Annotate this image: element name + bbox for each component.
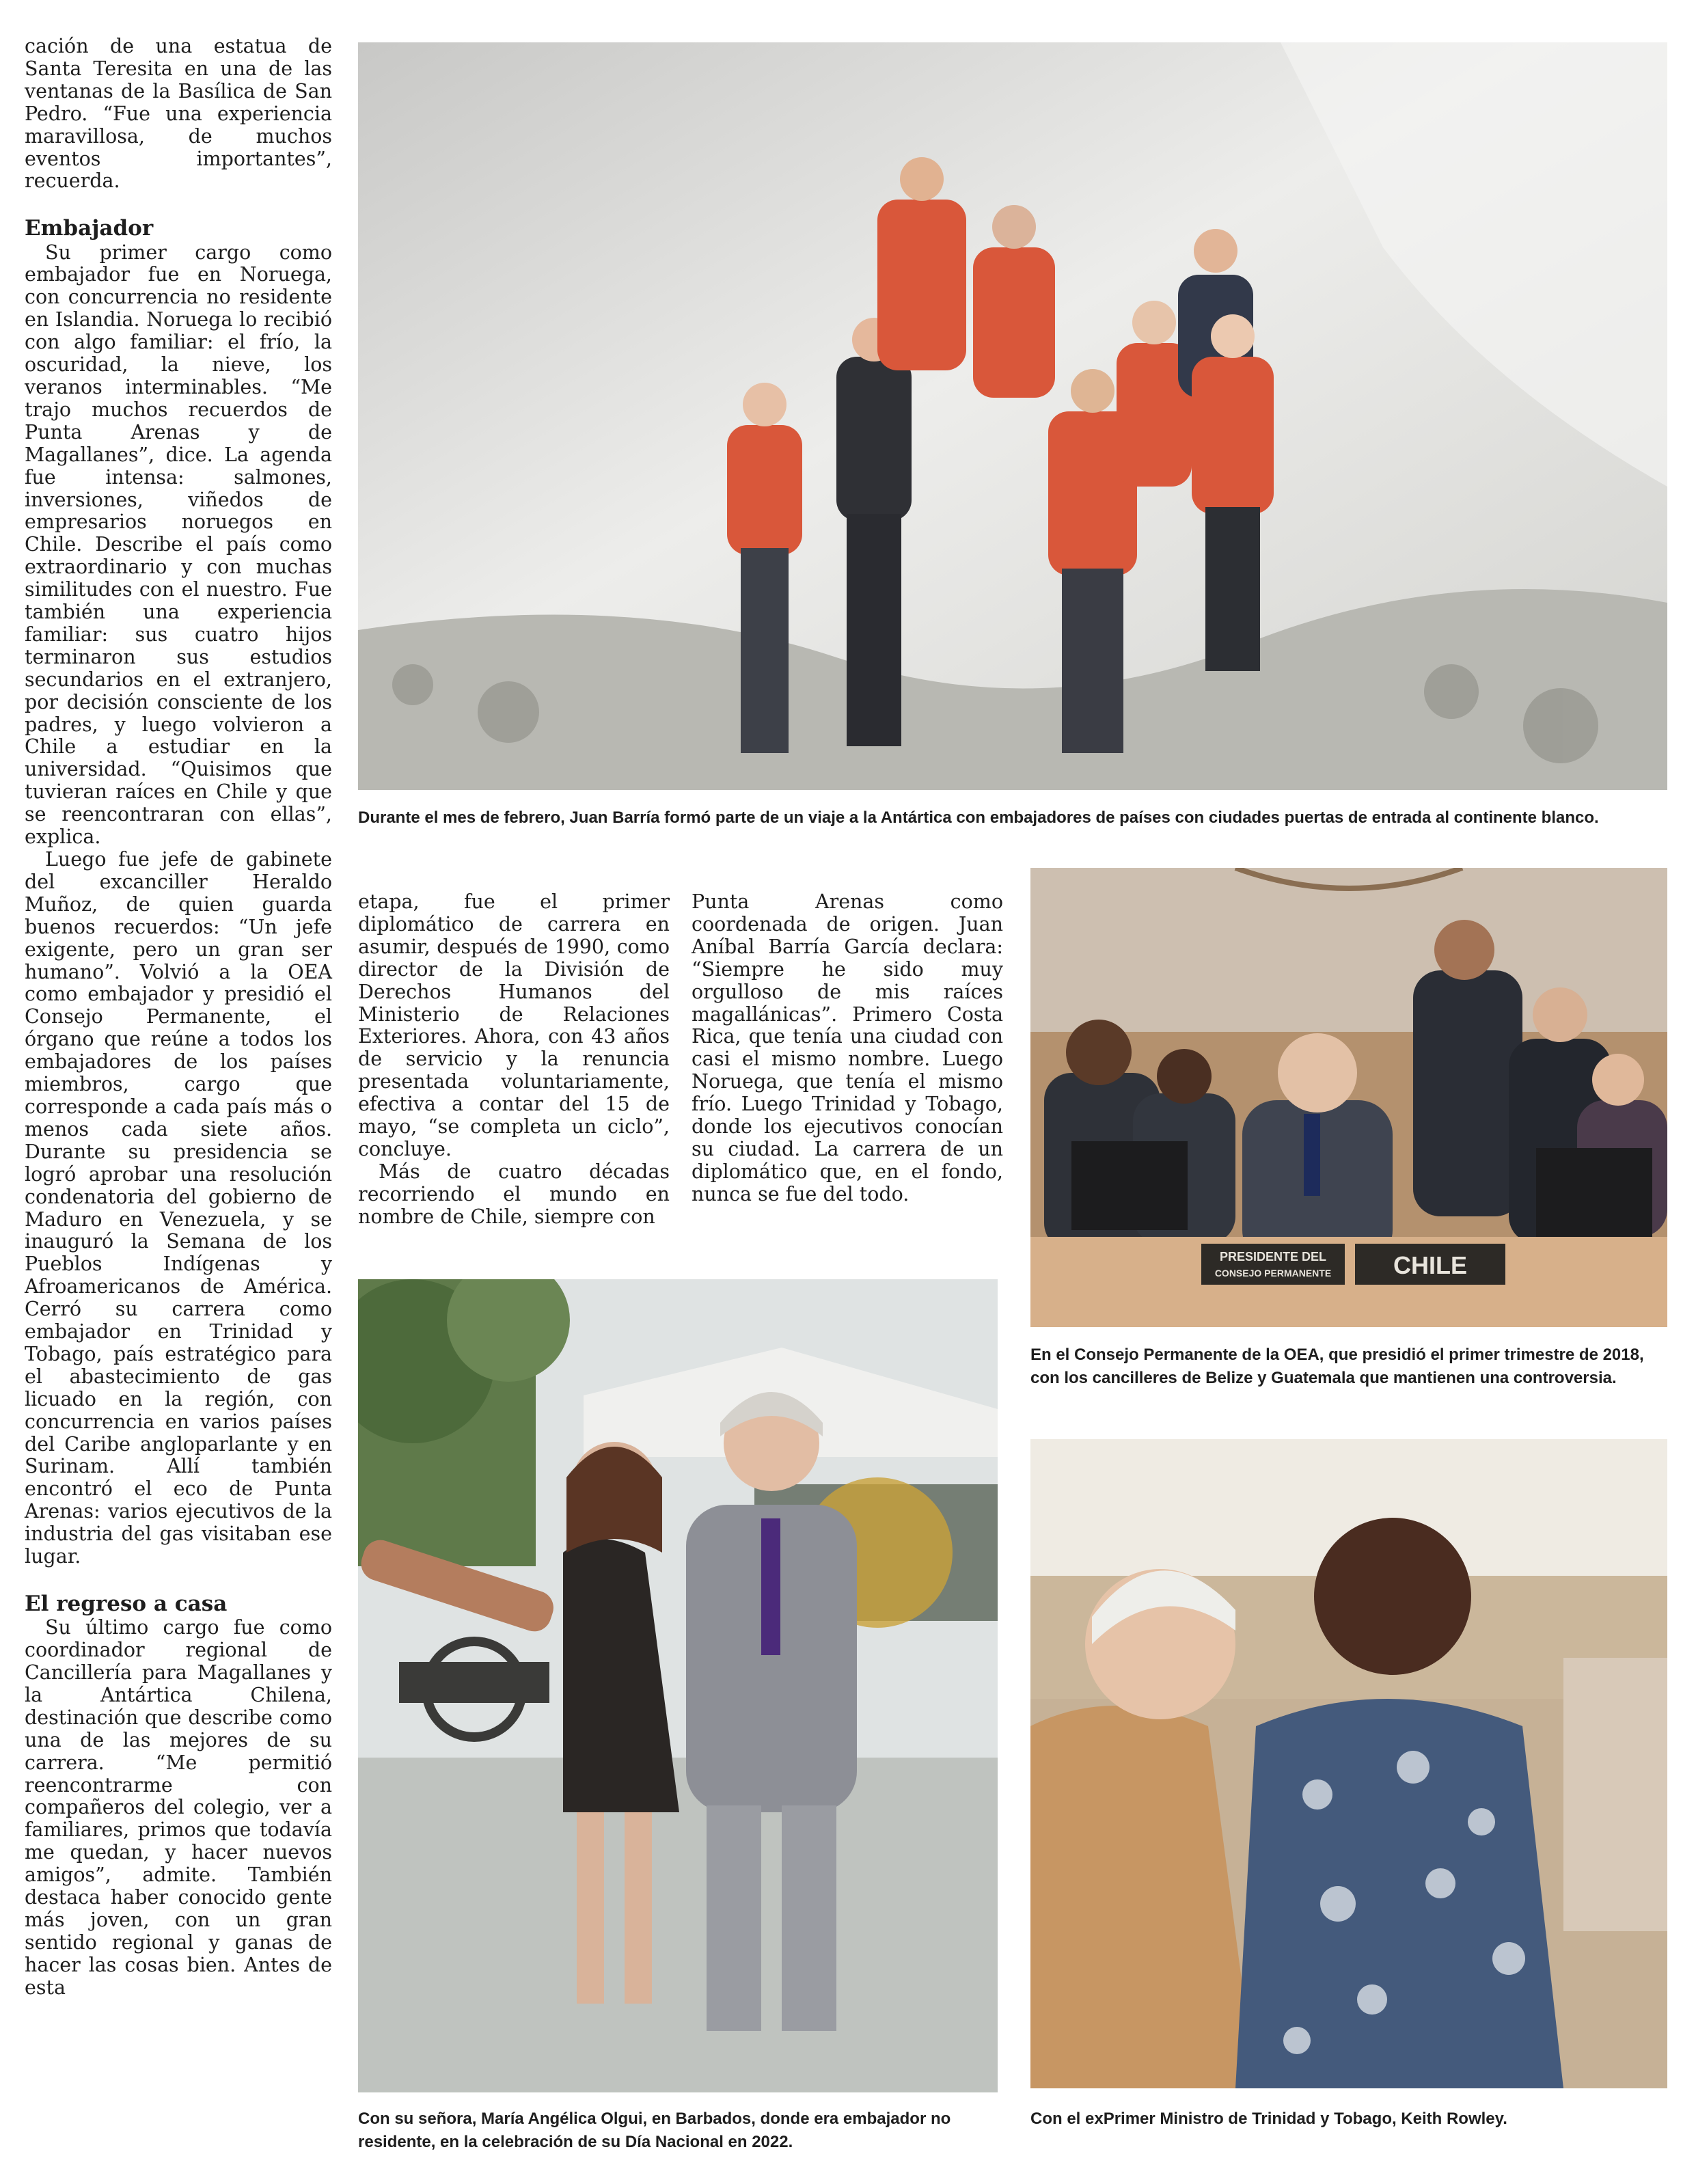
trinidad-photo: [1030, 1439, 1667, 2088]
barbados-couple-photo: [358, 1279, 998, 2092]
paragraph-decadas: Más de cuatro décadas recorriendo el mundo en nombre de Chile, siempre con: [358, 1160, 670, 1228]
intro-paragraph: cación de una estatua de Santa Teresita en una de las ventanas de la Basílica de San Pedro. “Fue una experiencia maravillosa, de muchos eventos importantes”, recuerda.: [25, 35, 332, 193]
barbados-photo-caption: Con su señora, María Angélica Olgui, en Barbados, donde era embajador no residente, en la celebración de su Día Nacional en 2022.: [358, 2110, 951, 2151]
article-column-1: [25, 36, 332, 1999]
paragraph-regreso: Su último cargo fue como coordinador regional de Cancillería para Magallanes y la Antártica Chilena, destinación que describe como una de las mejores de su carrera. “Me permitió reencontrarme con compañeros del colegio, ver a familiares, primos que todavía me quedan, y hacer nuevos amigos”, admite. También destaca haber conocido gente más joven, con un gran sentido regional y ganas de hacer las cosas bien. Antes de esta: [25, 1616, 332, 1999]
oea-photo-caption: En el Consejo Permanente de la OEA, que presidió el primer trimestre de 2018, con los cancilleres de Belize y Guatemala que mantienen una controversia.: [1030, 1346, 1644, 1387]
article-column-2: [358, 891, 670, 1229]
oea-sign-left-line1: PRESIDENTE DEL: [1219, 1250, 1327, 1264]
oea-council-photo: [1030, 868, 1667, 1327]
oea-sign-left-line2: CONSEJO PERMANENTE: [1214, 1268, 1332, 1279]
paragraph-punta-arenas: Punta Arenas como coordenada de origen. Juan Aníbal Barría García declara: “Siempre he sido muy orgulloso de mis raíces magallánicas”. Primero Costa Rica, que tenía una ciudad con casi el mismo nombre. Luego Noruega, que tenía el mismo frío. Luego Trinidad y Tobago, donde los ejecutivos conocían su ciudad. La carrera de un diplomático que, en el fondo, nunca se fue del todo.: [692, 890, 1003, 1205]
section-heading-regreso: El regreso a casa: [25, 1592, 228, 1616]
paragraph-etapa: etapa, fue el primer diplomático de carrera en asumir, después de 1990, como director de la División de Derechos Humanos del Ministerio de Relaciones Exteriores. Ahora, con 43 años de servicio y la renuncia presentada voluntariamente, efectiva a contar del 15 de mayo, “se completa un ciclo”, concluye.: [358, 890, 670, 1160]
paragraph-noruega: Su primer cargo como embajador fue en Noruega, con concurrencia no residente en Islandia. Noruega lo recibió con algo familiar: el frío, la oscuridad, la nieve, los veranos interminables. “Me trajo muchos recuerdos de Punta Arenas y de Magallanes”, dice. La agenda fue intensa: salmones, inversiones, viñedos de empresarios noruegos en Chile. Describe el país como extraordinario y con muchas similitudes con el nuestro. Fue también una experiencia familiar: sus cuatro hijos terminaron sus estudios secundarios en el extranjero, por decisión consciente de los padres, y luego volvieron a Chile a estudiar en la universidad. “Quisimos que tuvieran raíces en Chile y que se reencontraran con ellas”, explica.: [25, 241, 332, 849]
section-heading-embajador: Embajador: [25, 216, 154, 241]
trinidad-photo-caption: Con el exPrimer Ministro de Trinidad y Tobago, Keith Rowley.: [1030, 2110, 1507, 2128]
antarctica-photo-caption: Durante el mes de febrero, Juan Barría formó parte de un viaje a la Antártica con embajadores de países con ciudades puertas de entrada al continente blanco.: [358, 808, 1599, 827]
paragraph-oea: Luego fue jefe de gabinete del excanciller Heraldo Muñoz, de quien guarda buenos recuerdos: “Un jefe exigente, pero un gran ser humano”. Volvió a la OEA como embajador y presidió el Consejo Permanente, el órgano que reúne a todos los embajadores de los países miembros, cargo que corresponde a cada país más o menos cada siete años. Durante su presidencia se logró aprobar una resolución condenatoria del gobierno de Maduro en Venezuela, y se inauguró la Semana de los Pueblos Indígenas y Afroamericanos de América. Cerró su carrera como embajador en Trinidad y Tobago, país estratégico para el abastecimiento de gas licuado en la región, con concurrencia en varios países del Caribe angloparlante y en Surinam. Allí también encontró el eco de Punta Arenas: varios ejecutivos de la industria del gas visitaban ese lugar.: [25, 848, 332, 1568]
oea-sign-chile: CHILE: [1393, 1251, 1467, 1279]
antarctica-group-photo: [358, 42, 1667, 790]
article-column-3: [692, 891, 1003, 1206]
